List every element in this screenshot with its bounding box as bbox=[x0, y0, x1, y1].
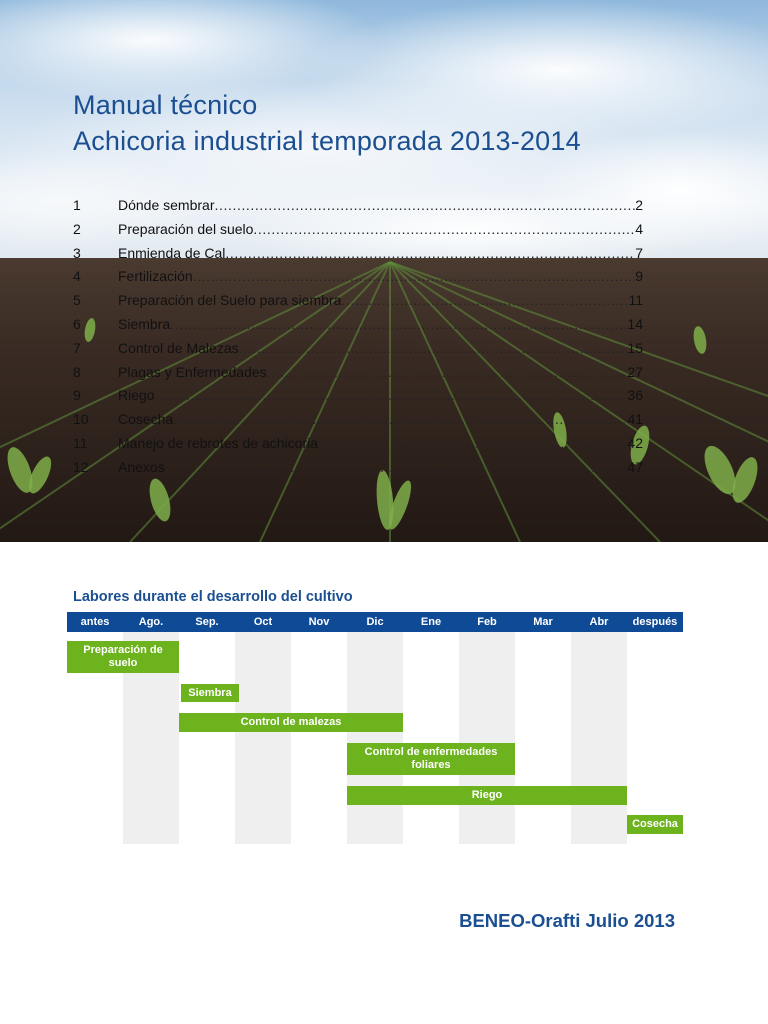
toc-title: Dónde sembrar bbox=[118, 197, 215, 213]
toc-title: Control de Malezas bbox=[118, 339, 239, 356]
month-column-stripe bbox=[235, 632, 291, 844]
toc-leader bbox=[253, 218, 635, 242]
table-of-contents bbox=[73, 194, 643, 480]
chart-title: Labores durante el desarrollo del cultivo bbox=[73, 589, 353, 605]
toc-leader bbox=[173, 408, 627, 432]
toc-item[interactable] bbox=[73, 194, 643, 218]
task-bar: Control de enfermedades foliares bbox=[347, 743, 515, 775]
toc-item[interactable] bbox=[73, 384, 643, 408]
toc-title: Manejo de rebrotes de achicoria bbox=[118, 434, 319, 451]
toc-item[interactable] bbox=[73, 265, 643, 289]
toc-item[interactable] bbox=[73, 289, 643, 313]
toc-page: 7 bbox=[635, 244, 643, 261]
month-label: Ago. bbox=[138, 616, 164, 628]
toc-title: Preparación del Suelo para siembra bbox=[118, 292, 342, 309]
toc-item[interactable] bbox=[73, 218, 643, 242]
month-column-stripe bbox=[571, 632, 627, 844]
toc-leader bbox=[165, 456, 628, 480]
toc-item[interactable] bbox=[73, 361, 643, 385]
toc-number: 7 bbox=[73, 339, 81, 356]
month-label: Feb bbox=[477, 616, 497, 628]
toc-title: Siembra bbox=[118, 315, 171, 332]
toc-title: Plagas y Enfermedades bbox=[118, 363, 267, 380]
toc-title: Riego bbox=[118, 387, 155, 404]
toc-page: 47 bbox=[627, 458, 643, 475]
toc-page: 36 bbox=[627, 387, 643, 404]
toc-title: Fertilización bbox=[118, 268, 193, 285]
toc-number: 8 bbox=[73, 363, 81, 380]
month-label: antes bbox=[80, 616, 110, 628]
toc-page: 27 bbox=[627, 363, 643, 380]
task-bar: Cosecha bbox=[627, 815, 683, 834]
task-bar: Preparación de suelo bbox=[67, 641, 179, 673]
month-label: Sep. bbox=[195, 616, 219, 628]
month-label: Oct bbox=[253, 616, 273, 628]
document-title bbox=[73, 87, 581, 159]
toc-leader bbox=[215, 194, 636, 218]
toc-leader bbox=[170, 313, 627, 337]
toc-page: 11 bbox=[628, 292, 643, 309]
title-line-1: Manual técnico bbox=[73, 90, 258, 120]
toc-item[interactable] bbox=[73, 313, 643, 337]
toc-page: 9 bbox=[635, 268, 643, 285]
task-bar: Riego bbox=[347, 786, 627, 805]
toc-number: 10 bbox=[73, 411, 89, 428]
footer-publisher: BENEO-Orafti Julio 2013 bbox=[459, 910, 675, 931]
toc-number: 5 bbox=[73, 292, 81, 309]
toc-number: 1 bbox=[73, 197, 81, 213]
toc-page: 41 bbox=[627, 411, 643, 428]
toc-number: 12 bbox=[73, 458, 89, 475]
toc-title: Anexos bbox=[118, 458, 165, 475]
month-column-stripe bbox=[459, 632, 515, 844]
title-line-2: Achicoria industrial temporada 2013-2014 bbox=[73, 126, 581, 156]
month-label: Ene bbox=[420, 616, 442, 628]
month-label: Abr bbox=[589, 616, 609, 628]
toc-page: 15 bbox=[627, 339, 643, 356]
crop-activities-chart bbox=[67, 612, 683, 844]
toc-number: 3 bbox=[73, 244, 81, 261]
toc-leader bbox=[341, 289, 628, 313]
toc-title: Cosecha bbox=[118, 411, 174, 428]
toc-number: 6 bbox=[73, 315, 81, 332]
month-label: Dic bbox=[366, 616, 384, 628]
toc-page: 2 bbox=[635, 197, 643, 213]
toc-title: Preparación del suelo bbox=[118, 220, 254, 237]
toc-leader bbox=[225, 242, 635, 266]
task-bar: Siembra bbox=[181, 684, 239, 702]
month-column-stripe bbox=[347, 632, 403, 844]
month-label: después bbox=[632, 616, 678, 628]
toc-leader bbox=[267, 361, 628, 385]
month-label: Mar bbox=[533, 616, 553, 628]
toc-leader bbox=[318, 432, 627, 456]
toc-leader bbox=[155, 384, 628, 408]
toc-page: 42 bbox=[627, 434, 643, 451]
toc-item[interactable] bbox=[73, 242, 643, 266]
toc-item[interactable] bbox=[73, 456, 643, 480]
toc-item[interactable] bbox=[73, 432, 643, 456]
toc-number: 11 bbox=[73, 434, 88, 451]
toc-title: Enmienda de Cal bbox=[118, 244, 226, 261]
toc-page: 4 bbox=[635, 220, 643, 237]
task-bar: Control de malezas bbox=[179, 713, 403, 732]
toc-number: 2 bbox=[73, 220, 81, 237]
month-label: Nov bbox=[308, 616, 330, 628]
toc-item[interactable] bbox=[73, 337, 643, 361]
toc-number: 9 bbox=[73, 387, 81, 404]
toc-page: 14 bbox=[627, 315, 643, 332]
toc-number: 4 bbox=[73, 268, 81, 285]
toc-item[interactable] bbox=[73, 408, 643, 432]
toc-leader bbox=[239, 337, 628, 361]
toc-leader bbox=[193, 265, 636, 289]
